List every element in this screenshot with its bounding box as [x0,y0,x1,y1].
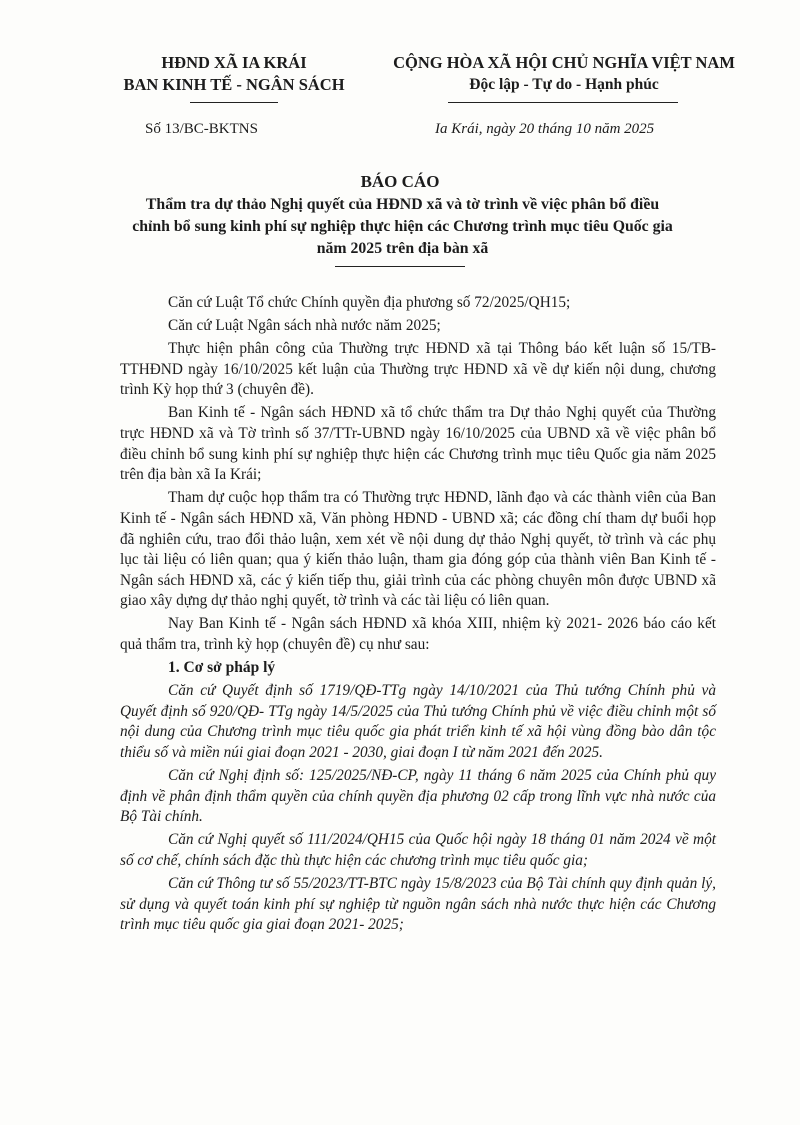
issuing-agency [100,52,368,96]
legal-basis-paragraph: Căn cứ Luật Tổ chức Chính quyền địa phương số 72/2025/QH15; [168,294,571,311]
document-number: Số 13/BC-BKTNS [145,121,258,137]
legal-basis-paragraph: Căn cứ Nghị quyết số 111/2024/QH15 của Quốc hội ngày 18 tháng 01 năm 2024 về một số cơ chế, chính sách đặc thù thực hiện các chương trình mục tiêu quốc gia; [120,831,716,869]
legal-basis-paragraph: Căn cứ Thông tư số 55/2023/TT-BTC ngày 15/8/2023 của Bộ Tài chính quy định quản lý, sử dụng và quyết toán kinh phí sự nghiệp từ nguồn ngân sách nhà nước thực hiện các Chương trình mục tiêu quốc gia giai đoạn 2021- 2025; [120,875,716,934]
national-header [384,52,744,96]
document-date: Ia Krái, ngày 20 tháng 10 năm 2025 [435,121,655,137]
document-title: BÁO CÁO [360,172,440,191]
legal-basis-paragraph: Căn cứ Nghị định số: 125/2025/NĐ-CP, ngày 11 tháng 6 năm 2025 của Chính phủ quy định về phân định thẩm quyền của chính quyền địa phương 02 cấp trong lĩnh vực nhà nước của Bộ Tài chính. [120,767,716,826]
national-title: CỘNG HÒA XÃ HỘI CHỦ NGHĨA VIỆT NAM [393,53,735,72]
document-body [120,293,716,938]
body-paragraph: Ban Kinh tế - Ngân sách HĐND xã tổ chức thẩm tra Dự thảo Nghị quyết của Thường trực HĐND xã và Tờ trình số 37/TTr-UBND ngày 16/10/2025 của UBND xã về việc phân bổ điều chỉnh bổ sung kinh phí sự nghiệp thực hiện các Chương trình mục tiêu Quốc gia năm 2025 trên địa bàn xã Ia Krái; [120,404,716,484]
national-motto: Độc lập - Tự do - Hạnh phúc [469,76,659,93]
document-subtitle: Thẩm tra dự thảo Nghị quyết của HĐND xã và tờ trình về việc phân bổ điều chỉnh bổ sung kinh phí sự nghiệp thực hiện các Chương trình mục tiêu Quốc gia năm 2025 trên địa bàn xã [132,196,673,257]
body-paragraph: Tham dự cuộc họp thẩm tra có Thường trực HĐND, lãnh đạo và các thành viên của Ban Kinh tế - Ngân sách HĐND xã, Văn phòng HĐND - UBND xã; các đồng chí tham dự buổi họp đã nghiên cứu, trao đổi thảo luận, xem xét về nội dung dự thảo Nghị quyết, tờ trình và các phụ lục tài liệu có liên quan; qua ý kiến thảo luận, tham gia đóng góp của thành viên Ban Kinh tế - Ngân sách HĐND xã, các ý kiến tiếp thu, giải trình của các phòng chuyên môn được UBND xã giao xây dựng dự thảo nghị quyết, tờ trình và các tài liệu có liên quan. [120,489,716,610]
agency-committee-name: BAN KINH TẾ - NGÂN SÁCH [123,75,345,94]
section-heading: 1. Cơ sở pháp lý [168,659,276,677]
body-paragraph: Nay Ban Kinh tế - Ngân sách HĐND xã khóa XIII, nhiệm kỳ 2021- 2026 báo cáo kết quả thẩm tra, trình kỳ họp (chuyên đề) cụ như sau: [120,615,716,653]
subtitle-underline [335,266,465,267]
legal-basis-paragraph: Căn cứ Quyết định số 1719/QĐ-TTg ngày 14/10/2021 của Thủ tướng Chính phủ và Quyết định số 920/QĐ- TTg ngày 14/5/2025 của Thủ tướng Chính phủ về việc điều chỉnh một số nội dung của Chương trình mục tiêu quốc gia phát triển kinh tế xã hội vùng đồng bào dân tộc thiểu số và miền núi giai đoạn 2021 - 2030, giai đoạn I từ năm 2021 đến 2025. [120,682,716,761]
motto-underline [448,102,678,103]
agency-council-name: HĐND XÃ IA KRÁI [161,53,307,72]
body-paragraph: Thực hiện phân công của Thường trực HĐND xã tại Thông báo kết luận số 15/TB-TTHĐND ngày 16/10/2025 kết luận của Thường trực HĐND xã về dự kiến nội dung, chương trình Kỳ họp thứ 3 (chuyên đề). [120,340,716,399]
legal-basis-paragraph: Căn cứ Luật Ngân sách nhà nước năm 2025; [168,317,441,335]
agency-underline [190,102,278,103]
